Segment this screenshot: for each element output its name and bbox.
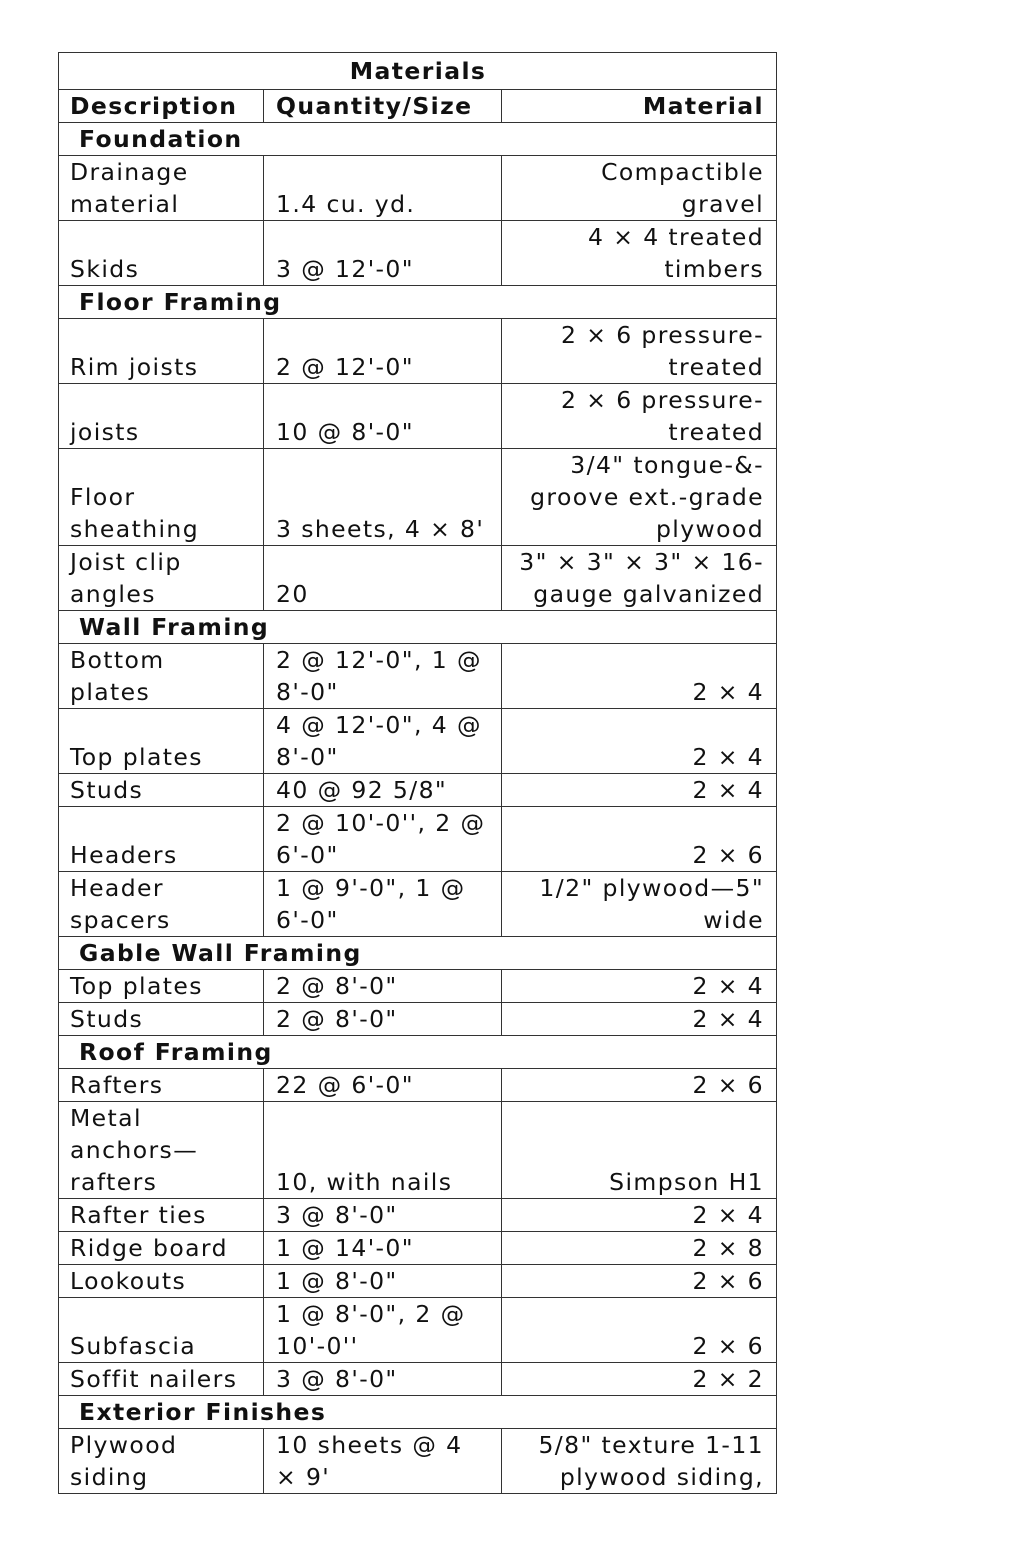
description-cell: Soffit nailers [59, 1363, 264, 1396]
material-cell: 2 × 4 [502, 644, 777, 709]
quantity-cell: 2 @ 10'-0'', 2 @ 6'-0" [264, 807, 502, 872]
table-row [59, 546, 777, 611]
material-cell: 1/2" plywood—5" wide [502, 872, 777, 937]
material-cell: Simpson H1 [502, 1102, 777, 1199]
section-heading: Foundation [59, 123, 777, 156]
quantity-cell: 10, with nails [264, 1102, 502, 1199]
material-cell: 2 × 6 [502, 1265, 777, 1298]
table-row [59, 384, 777, 449]
table-row [59, 319, 777, 384]
material-cell: 2 × 6 [502, 1298, 777, 1363]
table-row [59, 1199, 777, 1232]
description-cell: Rim joists [59, 319, 264, 384]
description-cell: joists [59, 384, 264, 449]
material-cell: 2 × 4 [502, 774, 777, 807]
material-cell: 3/4" tongue-&-groove ext.-grade plywood [502, 449, 777, 546]
description-cell: Header spacers [59, 872, 264, 937]
section-heading: Roof Framing [59, 1036, 777, 1069]
quantity-cell: 2 @ 12'-0" [264, 319, 502, 384]
description-cell: Top plates [59, 970, 264, 1003]
table-row [59, 1232, 777, 1265]
material-cell: 2 × 4 [502, 970, 777, 1003]
section-heading: Floor Framing [59, 286, 777, 319]
section-heading: Gable Wall Framing [59, 937, 777, 970]
table-title-row [59, 53, 777, 90]
header-material: Material [502, 90, 777, 123]
material-cell: 4 × 4 treated timbers [502, 221, 777, 286]
section-row [59, 1396, 777, 1429]
table-row [59, 156, 777, 221]
section-row [59, 1036, 777, 1069]
table-row [59, 872, 777, 937]
quantity-cell: 2 @ 8'-0" [264, 1003, 502, 1036]
quantity-cell: 3 sheets, 4 × 8' [264, 449, 502, 546]
quantity-cell: 2 @ 8'-0" [264, 970, 502, 1003]
description-cell: Metal anchors—rafters [59, 1102, 264, 1199]
table-row [59, 970, 777, 1003]
material-cell: 2 × 6 [502, 1069, 777, 1102]
table-header-row [59, 90, 777, 123]
material-cell: 2 × 8 [502, 1232, 777, 1265]
material-cell: 3" × 3" × 3" × 16-gauge galvanized [502, 546, 777, 611]
quantity-cell: 4 @ 12'-0", 4 @ 8'-0" [264, 709, 502, 774]
section-row [59, 611, 777, 644]
table-row [59, 1265, 777, 1298]
quantity-cell: 20 [264, 546, 502, 611]
quantity-cell: 1 @ 8'-0", 2 @ 10'-0'' [264, 1298, 502, 1363]
table-title: Materials [59, 53, 777, 90]
table-row [59, 1102, 777, 1199]
material-cell: 2 × 4 [502, 1003, 777, 1036]
table-row [59, 1069, 777, 1102]
header-description: Description [59, 90, 264, 123]
section-row [59, 286, 777, 319]
description-cell: Subfascia [59, 1298, 264, 1363]
description-cell: Rafter ties [59, 1199, 264, 1232]
quantity-cell: 1 @ 14'-0" [264, 1232, 502, 1265]
section-row [59, 937, 777, 970]
table-row [59, 1363, 777, 1396]
description-cell: Skids [59, 221, 264, 286]
table-body [59, 53, 777, 1494]
description-cell: Floor sheathing [59, 449, 264, 546]
description-cell: Joist clip angles [59, 546, 264, 611]
table-row [59, 449, 777, 546]
quantity-cell: 1 @ 9'-0", 1 @ 6'-0" [264, 872, 502, 937]
description-cell: Headers [59, 807, 264, 872]
description-cell: Top plates [59, 709, 264, 774]
section-heading: Exterior Finishes [59, 1396, 777, 1429]
description-cell: Studs [59, 774, 264, 807]
description-cell: Bottom plates [59, 644, 264, 709]
table-row [59, 1003, 777, 1036]
quantity-cell: 1 @ 8'-0" [264, 1265, 502, 1298]
materials-table [58, 52, 777, 1494]
description-cell: Studs [59, 1003, 264, 1036]
table-row [59, 221, 777, 286]
material-cell: 2 × 4 [502, 709, 777, 774]
table-row [59, 709, 777, 774]
description-cell: Ridge board [59, 1232, 264, 1265]
quantity-cell: 40 @ 92 5/8" [264, 774, 502, 807]
table-row [59, 774, 777, 807]
table-row [59, 644, 777, 709]
description-cell: Lookouts [59, 1265, 264, 1298]
description-cell: Rafters [59, 1069, 264, 1102]
section-heading: Wall Framing [59, 611, 777, 644]
quantity-cell: 3 @ 8'-0" [264, 1363, 502, 1396]
quantity-cell: 10 sheets @ 4 × 9' [264, 1429, 502, 1494]
section-row [59, 123, 777, 156]
table-row [59, 1429, 777, 1494]
quantity-cell: 22 @ 6'-0" [264, 1069, 502, 1102]
quantity-cell: 2 @ 12'-0", 1 @ 8'-0" [264, 644, 502, 709]
material-cell: Compactible gravel [502, 156, 777, 221]
description-cell: Drainage material [59, 156, 264, 221]
description-cell: Plywood siding [59, 1429, 264, 1494]
quantity-cell: 10 @ 8'-0" [264, 384, 502, 449]
material-cell: 5/8" texture 1-11 plywood siding, [502, 1429, 777, 1494]
table-row [59, 1298, 777, 1363]
quantity-cell: 1.4 cu. yd. [264, 156, 502, 221]
table-row [59, 807, 777, 872]
quantity-cell: 3 @ 8'-0" [264, 1199, 502, 1232]
material-cell: 2 × 6 [502, 807, 777, 872]
material-cell: 2 × 6 pressure-treated [502, 319, 777, 384]
material-cell: 2 × 4 [502, 1199, 777, 1232]
header-quantity-size: Quantity/Size [264, 90, 502, 123]
quantity-cell: 3 @ 12'-0" [264, 221, 502, 286]
material-cell: 2 × 6 pressure-treated [502, 384, 777, 449]
material-cell: 2 × 2 [502, 1363, 777, 1396]
